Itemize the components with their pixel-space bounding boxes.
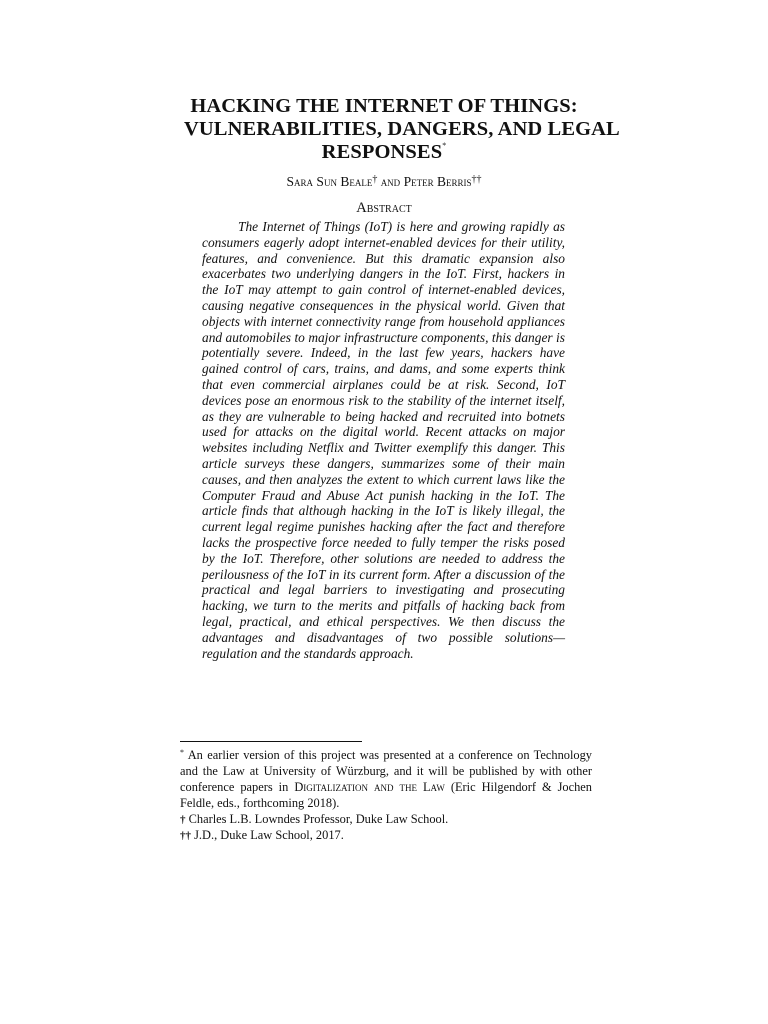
abstract-line: consumers eagerly adopt internet-enabled devices for their utility, bbox=[202, 234, 565, 250]
title-line-1: HACKING THE INTERNET OF THINGS: bbox=[190, 95, 578, 117]
paper-title bbox=[184, 95, 620, 164]
footnote-star-text-2: and the Law at University of Würzburg, and it will be published by with other bbox=[180, 764, 592, 779]
abstract-heading: Abstract bbox=[356, 200, 412, 216]
abstract-line: exacerbates two underlying dangers in the IoT. First, hackers in bbox=[202, 266, 565, 282]
footnote-star bbox=[180, 747, 592, 763]
abstract-line: websites including Netflix and Twitter exemplify this danger. This bbox=[202, 440, 565, 456]
footnote-star-marker: * bbox=[180, 748, 184, 757]
abstract-line: used for attacks on the digital world. Recent attacks on major bbox=[202, 424, 565, 440]
title-line-3 bbox=[184, 141, 584, 164]
abstract-line: The Internet of Things (IoT) is here and growing rapidly as bbox=[238, 219, 565, 234]
abstract-line: current legal regime punishes hacking after the fact and therefore bbox=[202, 519, 565, 535]
abstract-line: features, and convenience. But this dramatic expansion also bbox=[202, 250, 565, 266]
abstract-line: advantages and disadvantages of two possible solutions— bbox=[202, 629, 565, 645]
title-line-3-text: RESPONSES bbox=[321, 141, 443, 163]
abstract-line: hacking, we turn to the merits and pitfalls of hacking back from bbox=[202, 598, 565, 614]
footnote-star-text-4: Feldle, eds., forthcoming 2018). bbox=[180, 796, 340, 811]
abstract-line: causing negative consequences in the physical world. Given that bbox=[202, 297, 565, 313]
footnote-separator bbox=[180, 741, 362, 742]
title-footnote-marker: * bbox=[442, 141, 447, 150]
abstract-line: perilousness of the IoT in its current form. After a discussion of the bbox=[202, 566, 565, 582]
book-title: Digitalization and the Law bbox=[294, 780, 445, 795]
abstract-line: regulation and the standards approach. bbox=[202, 645, 414, 661]
abstract-line: gained control of cars, trains, and dams, and some experts think bbox=[202, 361, 565, 377]
footnotes bbox=[180, 747, 592, 844]
abstract-line: legal, practical, and ethical perspectives. We then discuss the bbox=[202, 613, 565, 629]
abstract-line: objects with internet connectivity range from household appliances bbox=[202, 313, 565, 329]
abstract-line: lacks the prospective force needed to fully temper the risks posed bbox=[202, 534, 565, 550]
abstract-line: causes, and then analyzes the extent to which current laws like the bbox=[202, 471, 565, 487]
author-1-name: Sara Sun Beale bbox=[286, 174, 373, 189]
footnote-star-text-3b: (Eric Hilgendorf & Jochen bbox=[450, 780, 592, 795]
abstract-line: and automobiles to major infrastructure components, this danger is bbox=[202, 329, 565, 345]
footnote-star-text-1: An earlier version of this project was presented at a conference on Technology bbox=[187, 748, 592, 762]
footnote-dagger-marker: † bbox=[180, 814, 186, 827]
footnote-double-dagger-marker: †† bbox=[180, 830, 191, 843]
footnote-dagger bbox=[180, 811, 592, 827]
author-2-name: Peter Berris bbox=[403, 174, 472, 189]
abstract-line: article surveys these dangers, summarizes some of their main bbox=[202, 455, 565, 471]
abstract-line: by the IoT. Therefore, other solutions are needed to address the bbox=[202, 550, 565, 566]
title-line-2: VULNERABILITIES, DANGERS, AND LEGAL bbox=[184, 118, 620, 140]
footnote-double-dagger-text: J.D., Duke Law School, 2017. bbox=[194, 828, 344, 843]
author-line bbox=[184, 174, 584, 190]
abstract-body bbox=[202, 219, 565, 661]
abstract-line: the IoT may attempt to gain control of internet-enabled devices, bbox=[202, 282, 565, 298]
abstract-line: article finds that although hacking in the IoT is likely illegal, the bbox=[202, 503, 565, 519]
author-1-marker: † bbox=[372, 174, 378, 185]
author-2-marker: †† bbox=[471, 174, 482, 185]
author-connector: and bbox=[380, 174, 401, 189]
abstract-line: devices pose an enormous risk to the stability of the internet itself, bbox=[202, 392, 565, 408]
abstract-line: that even commercial airplanes could be at risk. Second, IoT bbox=[202, 376, 565, 392]
abstract-line: as they are vulnerable to being hacked and recruited into botnets bbox=[202, 408, 565, 424]
abstract-line: Computer Fraud and Abuse Act punish hacking in the IoT. The bbox=[202, 487, 565, 503]
footnote-double-dagger bbox=[180, 827, 592, 843]
abstract-line: potentially severe. Indeed, in the last few years, hackers have bbox=[202, 345, 565, 361]
footnote-star-line-3 bbox=[180, 779, 592, 795]
footnote-star-text-3a: conference papers in bbox=[180, 780, 289, 795]
footnote-dagger-text: Charles L.B. Lowndes Professor, Duke Law School. bbox=[188, 812, 449, 827]
abstract-line: practical and legal barriers to investigating and prosecuting bbox=[202, 582, 565, 598]
